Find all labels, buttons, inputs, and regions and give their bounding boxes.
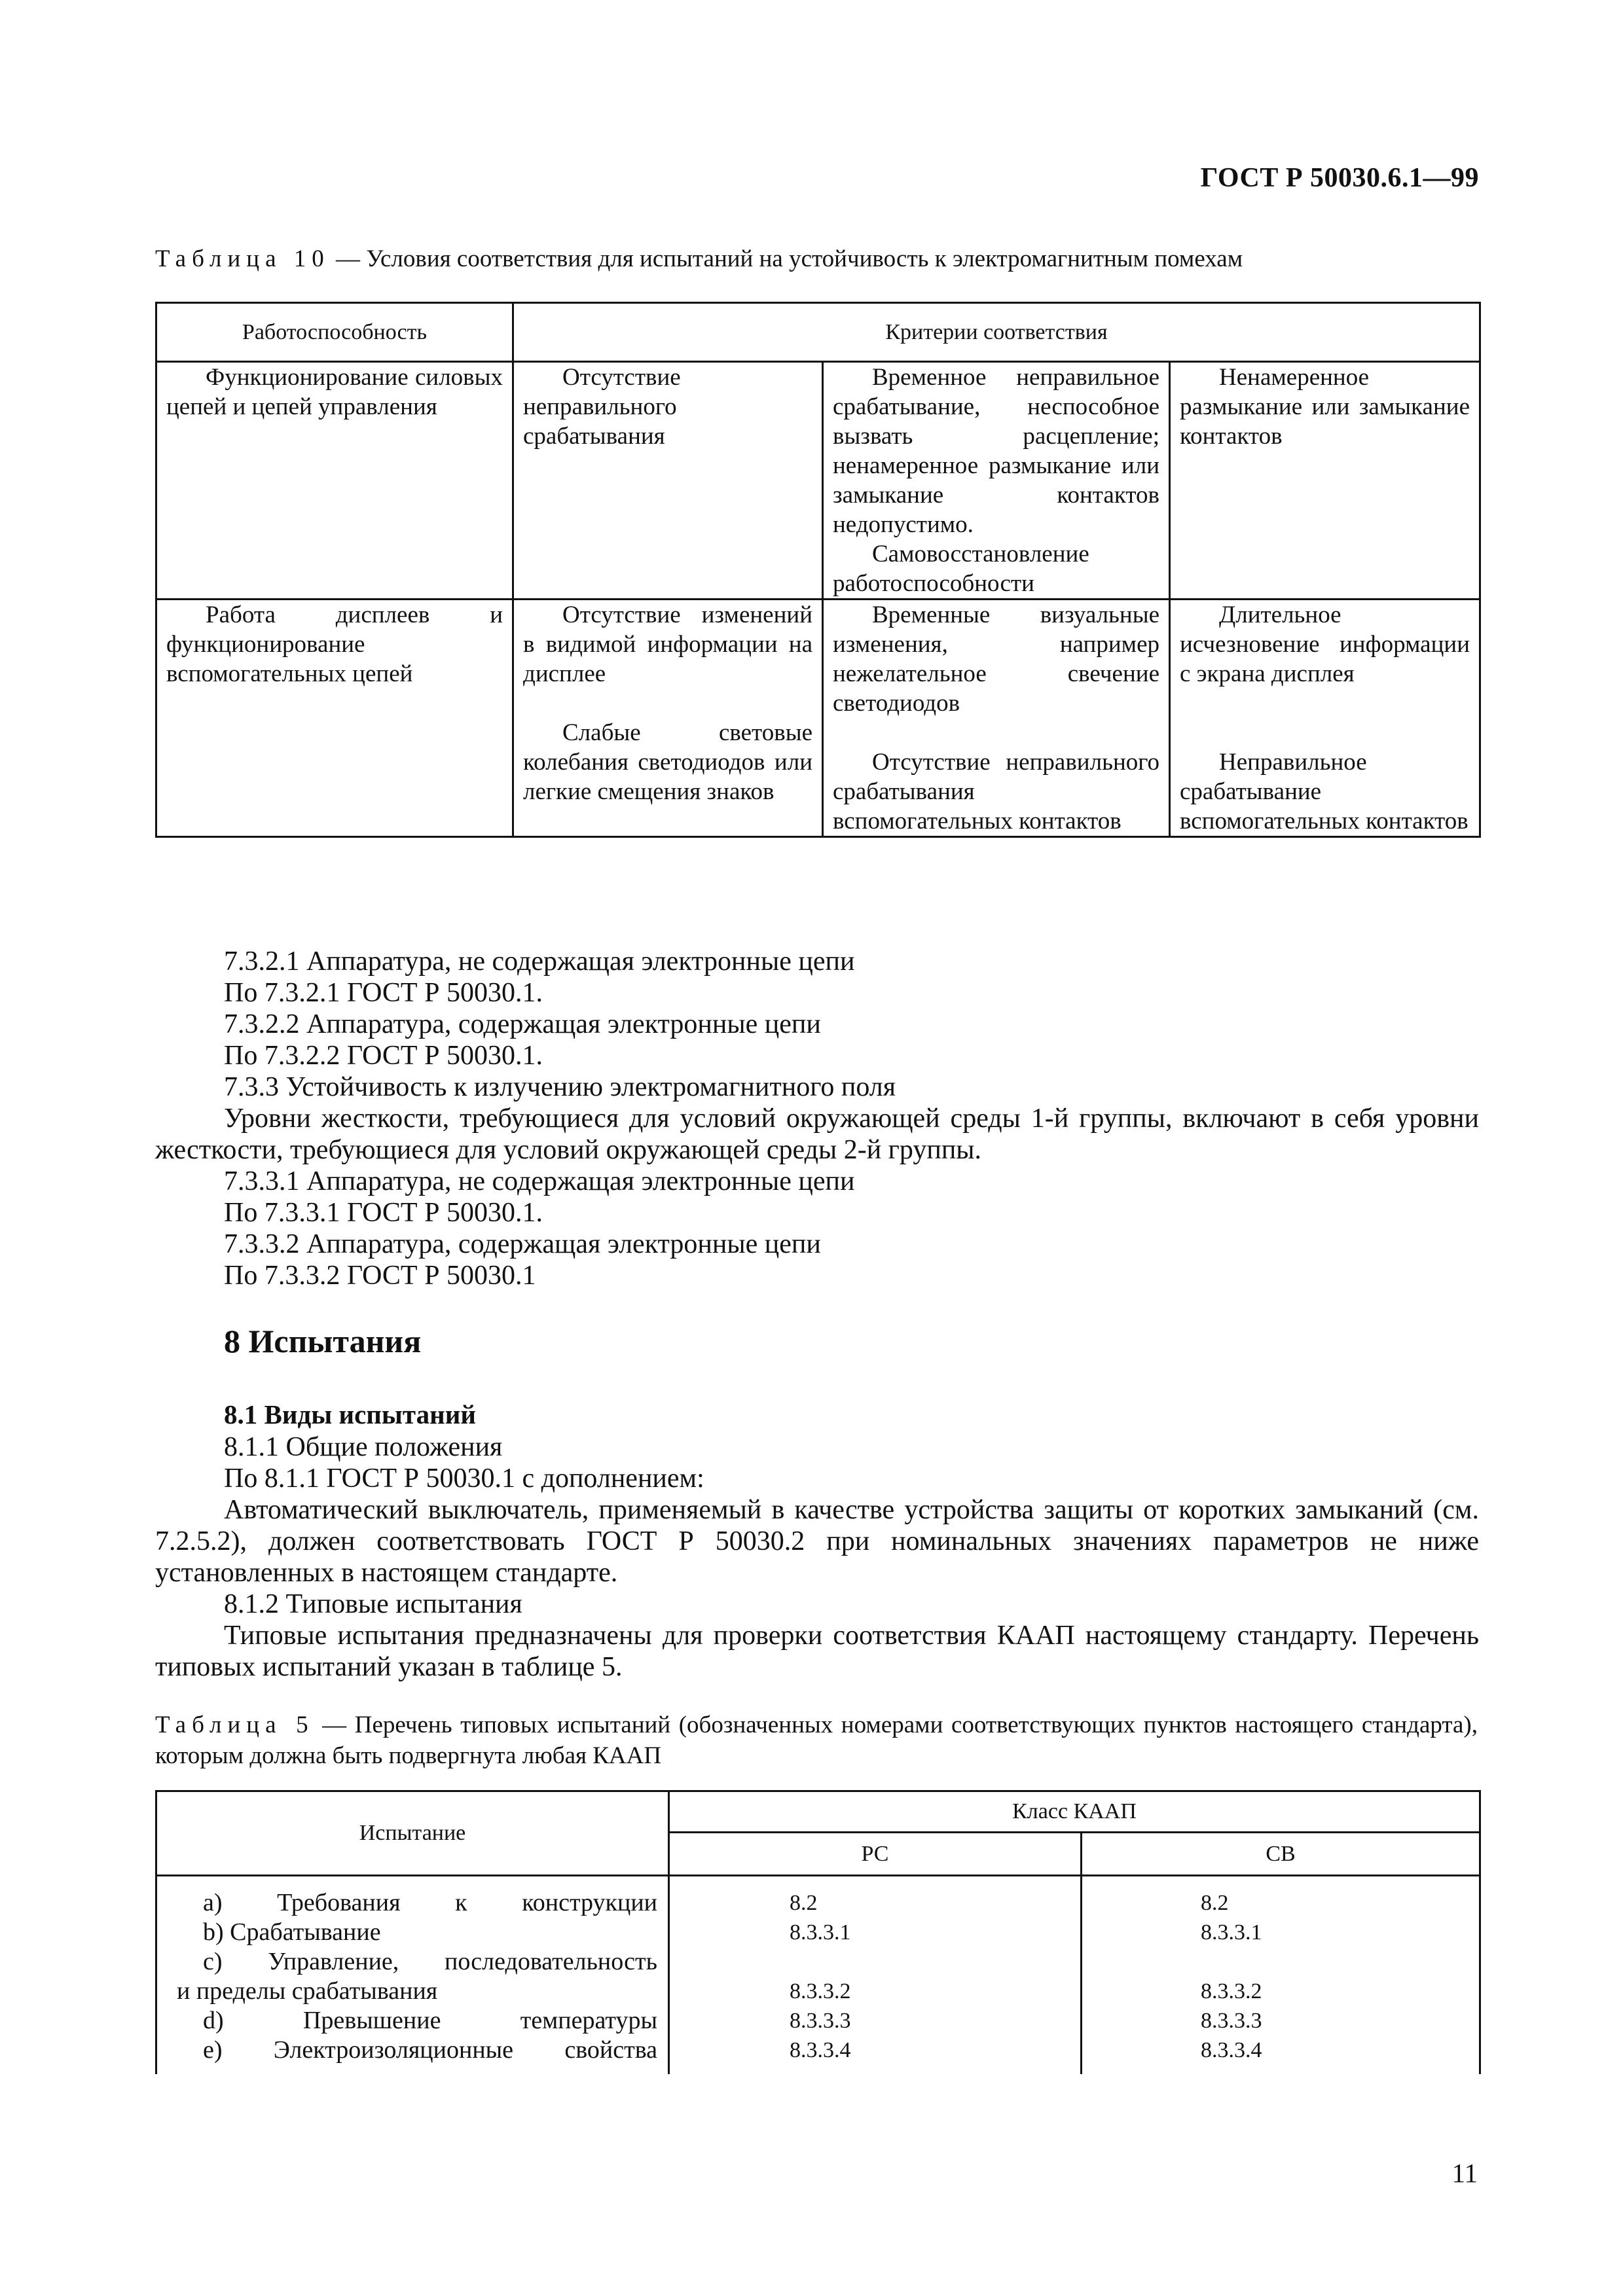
paragraph: 7.3.3.1 Аппаратура, не содержащая электронные цепи	[224, 1166, 855, 1196]
table5-caption	[155, 1710, 1478, 1771]
document-code: ГОСТ Р 50030.6.1—99	[1200, 163, 1479, 193]
paragraph: Типовые испытания предназначены для проверки соответствия КААП настоящему стандарту. Перечень типовых испытаний указан в таблице 5.	[155, 1621, 1479, 1682]
section-heading-8: 8 Испытания	[224, 1323, 422, 1359]
cb-value-a: 8.2	[1201, 1891, 1229, 1915]
test-item-c-cont: и пределы срабатывания	[177, 1977, 438, 2005]
table5-col-header-test: Испытание	[156, 1791, 669, 1876]
section-heading-8-1: 8.1 Виды испытаний	[224, 1399, 476, 1429]
table10-row1-label: Функционирование силовых цепей и цепей управления	[166, 364, 503, 420]
table10-col-header-criteria: Критерии соответствия	[513, 303, 1480, 362]
table10-header-row	[156, 303, 1480, 362]
test-item-a: a) Требования к конструкции	[203, 1889, 657, 1916]
table-row	[156, 600, 1480, 837]
table5-col-header-pc: РС	[669, 1833, 1082, 1876]
table5-cb-cell	[1082, 1876, 1480, 2075]
table10	[155, 302, 1481, 838]
table10-col-header-workability: Работоспособность	[156, 303, 513, 362]
cb-value-d: 8.3.3.3	[1201, 2009, 1262, 2033]
table5-tests-cell	[156, 1876, 669, 2075]
body-text-block-2	[155, 1431, 1479, 1683]
paragraph: По 7.3.3.2 ГОСТ Р 50030.1	[224, 1261, 536, 1291]
paragraph: По 7.3.2.2 ГОСТ Р 50030.1.	[224, 1041, 543, 1071]
paragraph: 8.1.1 Общие положения	[224, 1432, 503, 1462]
test-item-d: d) Превышение температуры	[203, 2007, 657, 2034]
paragraph: 7.3.2.2 Аппаратура, содержащая электронные цепи	[224, 1009, 821, 1039]
table5-label: Таблица 5	[155, 1712, 314, 1738]
body-text-block-1	[155, 946, 1479, 1291]
pc-value-b: 8.3.3.1	[790, 1920, 851, 1945]
test-item-e: e) Электроизоляционные свойства	[203, 2036, 657, 2064]
table10-row2-criterion-a2: Слабые световые колебания светодиодов или легкие смещения знаков	[523, 719, 812, 805]
table10-row2-criterion-b: Временные визуальные изменения, например нежелательное свечение светодиодов	[833, 601, 1159, 717]
table5-col-header-cb: СВ	[1082, 1833, 1480, 1876]
cb-value-b: 8.3.3.1	[1201, 1920, 1262, 1945]
pc-value-e: 8.3.3.4	[790, 2038, 851, 2062]
table5-pc-cell	[669, 1876, 1082, 2075]
cb-value-e: 8.3.3.4	[1201, 2038, 1262, 2062]
table5	[155, 1790, 1481, 2074]
cb-value-c: 8.3.3.2	[1201, 1979, 1262, 2003]
table10-row2-label: Работа дисплеев и функционирование вспомогательных цепей	[166, 601, 503, 687]
table10-row2-criterion-b2: Отсутствие неправильного срабатывания вспомогательных контактов	[833, 749, 1159, 834]
paragraph: По 7.3.2.1 ГОСТ Р 50030.1.	[224, 978, 543, 1008]
paragraph: 8.1.2 Типовые испытания	[224, 1589, 522, 1619]
paragraph: 7.3.3 Устойчивость к излучению электромагнитного поля	[224, 1072, 896, 1102]
page-number: 11	[1451, 2158, 1478, 2188]
pc-value-a: 8.2	[790, 1891, 818, 1915]
paragraph: Автоматический выключатель, применяемый в качестве устройства защиты от коротких замыканий (см. 7.2.5.2), должен соответствовать ГОСТ Р 50030.2 при номинальных значениях параметров не ниже установленных в настоящем стандарте.	[155, 1495, 1479, 1588]
table10-title: — Условия соответствия для испытаний на устойчивость к электромагнитным помехам	[329, 245, 1243, 272]
paragraph: 7.3.3.2 Аппаратура, содержащая электронные цепи	[224, 1229, 821, 1259]
table10-label: Таблица 10	[155, 245, 330, 272]
test-item-c: c) Управление, последовательность	[203, 1948, 657, 1975]
pc-value-c: 8.3.3.2	[790, 1979, 851, 2003]
table-row	[156, 1876, 1480, 2075]
table5-header-row-1	[156, 1791, 1480, 1833]
table10-row2-criterion-c2: Неправильное срабатывание вспомогательных контактов	[1180, 749, 1468, 834]
table5-title: — Перечень типовых испытаний (обозначенных номерами соответствующих пунктов настоящего стандарта), которым должна быть подвергнута любая КААП	[155, 1712, 1478, 1769]
table10-caption	[155, 243, 1478, 274]
table5-col-header-class: Класс КААП	[669, 1791, 1480, 1833]
table-row	[156, 362, 1480, 600]
paragraph: По 7.3.3.1 ГОСТ Р 50030.1.	[224, 1198, 543, 1228]
paragraph: По 8.1.1 ГОСТ Р 50030.1 с дополнением:	[224, 1463, 704, 1494]
table10-row1-criterion-b: Временное неправильное срабатывание, неспособное вызвать расцепление; ненамеренное размыкание или замыкание контактов недопустимо.	[833, 364, 1159, 538]
pc-value-d: 8.3.3.3	[790, 2009, 851, 2033]
table10-row2-criterion-a: Отсутствие изменений в видимой информации на дисплее	[523, 601, 812, 687]
table10-row1-criterion-b-note: Самовосстановление работоспособности	[833, 541, 1089, 597]
table10-row1-criterion-a: Отсутствие неправильного срабатывания	[523, 364, 681, 450]
table10-row1-criterion-c: Ненамеренное размыкание или замыкание контактов	[1180, 364, 1470, 450]
paragraph: 7.3.2.1 Аппаратура, не содержащая электронные цепи	[224, 946, 855, 977]
paragraph: Уровни жесткости, требующиеся для условий окружающей среды 1-й группы, включают в себя уровни жесткости, требующиеся для условий окружающей среды 2-й группы.	[155, 1103, 1479, 1165]
table10-row2-criterion-c: Длительное исчезновение информации с экрана дисплея	[1180, 601, 1470, 687]
test-item-b: b) Срабатывание	[203, 1918, 381, 1946]
